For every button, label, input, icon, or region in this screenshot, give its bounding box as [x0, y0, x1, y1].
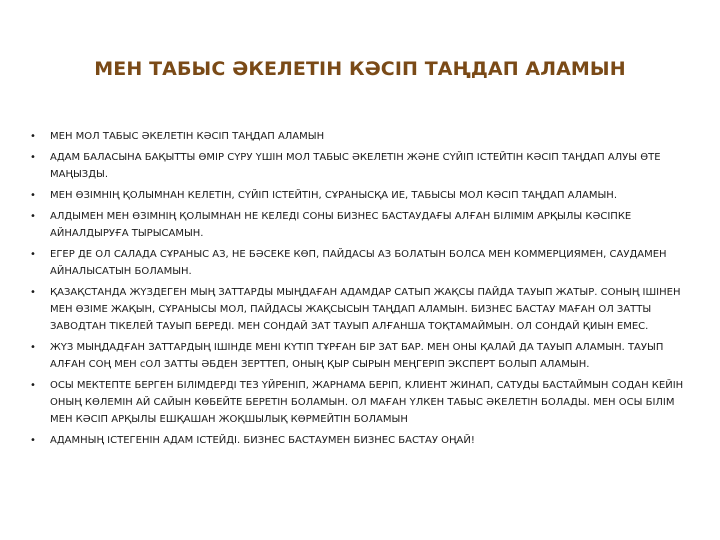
bullet-text: АДАМНЫҢ ІСТЕГЕНІН АДАМ ІСТЕЙДІ. БИЗНЕС БАСТАУМЕН БИЗНЕС БАСТАУ ОҢАЙ! [50, 435, 475, 446]
bullet-dot-icon: • [30, 380, 36, 391]
bullet-dot-icon: • [30, 342, 36, 353]
bullet-text: МЕН МОЛ ТАБЫС ӘКЕЛЕТІН КӘСІП ТАҢДАП АЛАМЫН [50, 131, 325, 142]
bullet-dot-icon: • [30, 152, 36, 163]
bullet-dot-icon: • [30, 435, 36, 446]
list-item [28, 432, 684, 449]
list-item [28, 128, 684, 145]
list-item [28, 187, 684, 204]
list-item [28, 149, 684, 183]
bullet-text: АЛДЫМЕН МЕН ӨЗІМНІҢ ҚОЛЫМНАН НЕ КЕЛЕДІ СОНЫ БИЗНЕС БАСТАУДАҒЫ АЛҒАН БІЛІМІМ АРҚЫЛЫ КӘСІПКЕ АЙНАЛДЫРУҒА ТЫРЫСАМЫН. [50, 211, 632, 239]
bullet-text: ОСЫ МЕКТЕПТЕ БЕРГЕН БІЛІМДЕРДІ ТЕЗ ҮЙРЕНІП, ЖАРНАМА БЕРІП, КЛИЕНТ ЖИНАП, САТУДЫ БАСТАЙМЫН СОДАН КЕЙІН ОНЫҢ КӨЛЕМІН АЙ САЙЫН КӨБЕЙТЕ БЕРЕТІН БОЛАМЫН. ОЛ МАҒАН ҮЛКЕН ТАБЫС ӘКЕЛЕТІН БОЛАДЫ. МЕН ОСЫ БІЛІМ МЕН КӘСІП АРҚЫЛЫ ЕШҚАШАН ЖОҚШЫЛЫҚ КӨРМЕЙТІН БОЛАМЫН [50, 380, 684, 425]
bullet-dot-icon: • [30, 249, 36, 260]
list-item [28, 377, 684, 428]
list-item [28, 284, 684, 335]
bullet-list [28, 128, 684, 453]
list-item [28, 246, 684, 280]
list-item [28, 208, 684, 242]
list-item [28, 339, 684, 373]
bullet-dot-icon: • [30, 211, 36, 222]
bullet-text: ЕГЕР ДЕ ОЛ САЛАДА СҰРАНЫС АЗ, НЕ БӘСЕКЕ КӨП, ПАЙДАСЫ АЗ БОЛАТЫН БОЛСА МЕН КОММЕРЦИЯМЕН, САУДАМЕН АЙНАЛЫСАТЫН БОЛАМЫН. [50, 249, 667, 277]
slide-title: МЕН ТАБЫС ӘКЕЛЕТІН КӘСІП ТАҢДАП АЛАМЫН [94, 58, 626, 80]
bullet-dot-icon: • [30, 190, 36, 201]
bullet-text: ҚАЗАҚСТАНДА ЖҮЗДЕГЕН МЫҢ ЗАТТАРДЫ МЫҢДАҒАН АДАМДАР САТЫП ЖАҚСЫ ПАЙДА ТАУЫП ЖАТЫР. СОНЫҢ ІШІНЕН МЕН ӨЗІМЕ ЖАҚЫН, СҰРАНЫСЫ МОЛ, ПАЙДАСЫ ЖАҚСЫСЫН ТАҢДАП АЛАМЫН. БИЗНЕС БАСТАУ МАҒАН ОЛ ЗАТТЫ ЗАВОДТАН ТІКЕЛЕЙ ТАУЫП БЕРЕДІ. МЕН СОНДАЙ ЗАТ ТАУЫП АЛҒАНША ТОҚТАМАЙМЫН. ОЛ СОНДАЙ ҚИЫН ЕМЕС. [50, 287, 681, 332]
bullet-text: АДАМ БАЛАСЫНА БАҚЫТТЫ ӨМІР СҮРУ ҮШІН МОЛ ТАБЫС ӘКЕЛЕТІН ЖӘНЕ СҮЙІП ІСТЕЙТІН КӘСІП ТАҢДАП АЛУЫ ӨТЕ МАҢЫЗДЫ. [50, 152, 661, 180]
bullet-dot-icon: • [30, 131, 36, 142]
bullet-text: ЖҮЗ МЫҢДАДҒАН ЗАТТАРДЫҢ ІШІНДЕ МЕНІ КҮТІП ТҰРҒАН БІР ЗАТ БАР. МЕН ОНЫ ҚАЛАЙ ДА ТАУЫП АЛАМЫН. ТАУЫП АЛҒАН СОҢ МЕН сОЛ ЗАТТЫ ӘБДЕН ЗЕРТТЕП, ОНЫҢ ҚЫР СЫРЫН МЕҢГЕРІП ЭКСПЕРТ БОЛЫП АЛАМЫН. [50, 342, 664, 370]
bullet-text: МЕН ӨЗІМНІҢ ҚОЛЫМНАН КЕЛЕТІН, СҮЙІП ІСТЕЙТІН, СҰРАНЫСҚА ИЕ, ТАБЫСЫ МОЛ КӘСІП ТАҢДАП АЛАМЫН. [50, 190, 618, 201]
bullet-dot-icon: • [30, 287, 36, 298]
